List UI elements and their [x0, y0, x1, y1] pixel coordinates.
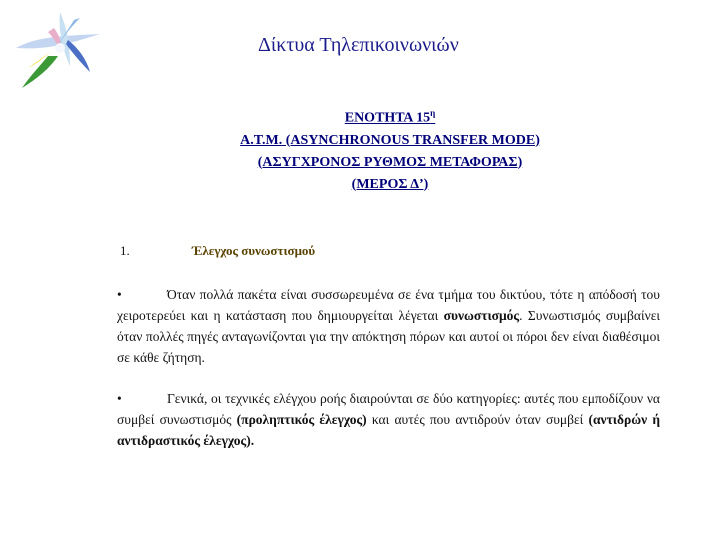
- unit-number-superscript: η: [430, 108, 436, 118]
- paragraph-text: και αυτές που αντιδρούν όταν συμβεί: [366, 412, 589, 427]
- pinwheel-logo-icon: [8, 6, 108, 96]
- bullet-icon: •: [117, 391, 122, 406]
- slide-title: Δίκτυα Τηλεπικοινωνιών: [258, 34, 459, 56]
- paragraph-bold-text: (αντιδρών ή αντιδραστικός έλεγχος).: [117, 412, 660, 448]
- unit-number: [130, 102, 650, 130]
- unit-subtitle-english: A.T.M. (ASYNCHRONOUS TRANSFER MODE): [240, 132, 540, 148]
- unit-part: (ΜΕΡΟΣ Δ’): [351, 176, 429, 192]
- section-number: 1.: [120, 243, 130, 258]
- paragraph-bold-text: συνωστισμός: [443, 308, 520, 323]
- unit-subtitle-greek: (ΑΣΥΓΧΡΟΝΟΣ ΡΥΘΜΟΣ ΜΕΤΑΦΟΡΑΣ): [257, 154, 523, 170]
- section-heading-text: Έλεγχος συνωστισμού: [192, 243, 316, 258]
- section-heading: [120, 243, 315, 259]
- paragraph-bold-text: (προληπτικός έλεγχος): [236, 412, 367, 427]
- bullet-paragraph: [117, 284, 660, 368]
- bullet-icon: •: [117, 287, 122, 302]
- paragraph-text: Γενικά, οι τεχνικές ελέγχου ροής διαιρούνται σε δύο κατηγορίες: αυτές που εμποδίζουν να συμβεί συνωστισμός: [117, 391, 660, 427]
- paragraph-text: Όταν πολλά πακέτα είναι συσσωρευμένα σε ένα τμήμα του δικτύου, τότε η απόδοσή του χειροτερεύει και η κατάσταση που δημιουργείται λέγεται: [117, 287, 660, 323]
- unit-number-text: ΕΝΟΤΗΤΑ 15: [344, 110, 431, 126]
- paragraph-text: . Συνωστισμός συμβαίνει όταν πολλές πηγές ανταγωνίζονται για την απόκτηση πόρων και αυτοί οι πόροι δεν είναι διαθέσιμοι σε κάθε ζήτηση.: [117, 308, 660, 365]
- bullet-paragraph: [117, 388, 660, 451]
- unit-heading-block: [130, 102, 650, 196]
